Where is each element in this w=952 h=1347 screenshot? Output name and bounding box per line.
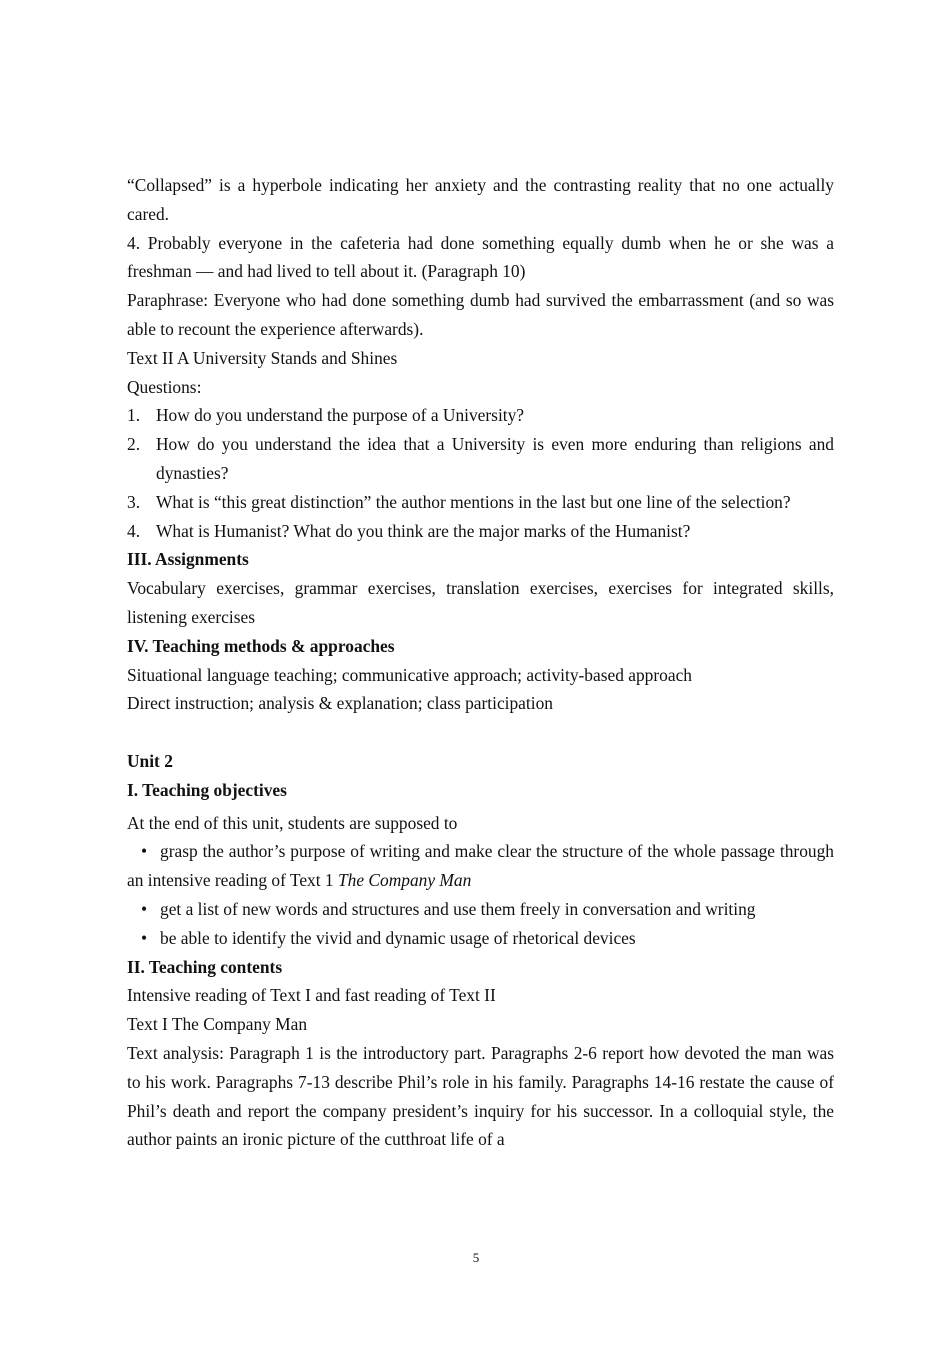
contents-line-1: Intensive reading of Text I and fast reading of Text II bbox=[127, 985, 496, 1006]
question-text: What is Humanist? What do you think are the major marks of the Humanist? bbox=[156, 520, 691, 541]
questions-label: Questions: bbox=[127, 376, 202, 397]
question-number: 3. bbox=[127, 491, 141, 512]
section-spacer bbox=[127, 718, 834, 747]
question-number: 4. bbox=[127, 520, 141, 541]
bullet-icon: • bbox=[141, 841, 148, 862]
objectives-intro: At the end of this unit, students are supposed to bbox=[127, 812, 458, 833]
methods-heading: IV. Teaching methods & approaches bbox=[127, 635, 395, 656]
objective-text: grasp the author’s purpose of writing and make clear the structure of the whole passage through an intensive reading of Text 1 bbox=[127, 841, 834, 891]
text2-title: Text II A University Stands and Shines bbox=[127, 347, 398, 368]
methods-line-2: Direct instruction; analysis & explanation; class participation bbox=[127, 693, 553, 714]
contents-line-2: Text I The Company Man bbox=[127, 1014, 308, 1035]
question-item bbox=[127, 488, 834, 517]
document-page bbox=[127, 171, 834, 1154]
text-analysis: Text analysis: Paragraph 1 is the introductory part. Paragraphs 2-6 report how devoted the man was to his work. Paragraphs 7-13 describe Phil’s role in his family. Paragraphs 14-16 restate the cause of Phil’s death and report the company president’s inquiry for his successor. In a colloquial style, the author paints an ironic picture of the cutthroat life of a bbox=[127, 1042, 834, 1150]
objective-text: get a list of new words and structures and use them freely in conversation and writing bbox=[160, 898, 756, 919]
objective-book-title: The Company Man bbox=[337, 870, 472, 891]
unit-title: Unit 2 bbox=[127, 750, 173, 771]
assignments-text: Vocabulary exercises, grammar exercises, translation exercises, exercises for integrated skills, listening exercises bbox=[127, 578, 834, 627]
question-text: How do you understand the idea that a University is even more enduring than religions and dynasties? bbox=[156, 434, 834, 483]
paragraph-paraphrase: Paraphrase: Everyone who had done something dumb had survived the embarrassment (and so was able to recount the experience afterwards). bbox=[127, 290, 834, 339]
questions-list bbox=[127, 401, 834, 545]
contents-heading: II. Teaching contents bbox=[127, 956, 283, 977]
page-number: 5 bbox=[472, 1250, 480, 1265]
bullet-icon: • bbox=[141, 898, 148, 919]
question-text: What is “this great distinction” the author mentions in the last but one line of the selection? bbox=[156, 491, 791, 512]
paragraph-collapsed: “Collapsed” is a hyperbole indicating her anxiety and the contrasting reality that no one actually cared. bbox=[127, 175, 834, 224]
question-item bbox=[127, 517, 834, 546]
assignments-heading: III. Assignments bbox=[127, 549, 249, 570]
methods-line-1: Situational language teaching; communicative approach; activity-based approach bbox=[127, 664, 692, 685]
question-item bbox=[127, 401, 834, 430]
objective-item bbox=[127, 895, 834, 924]
objective-item bbox=[127, 837, 834, 895]
question-item bbox=[127, 430, 834, 488]
bullet-icon: • bbox=[141, 927, 148, 948]
question-number: 1. bbox=[127, 405, 141, 426]
question-text: How do you understand the purpose of a University? bbox=[156, 405, 525, 426]
objective-item bbox=[127, 924, 834, 953]
objectives-heading: I. Teaching objectives bbox=[127, 779, 287, 800]
question-number: 2. bbox=[127, 434, 141, 455]
objectives-list bbox=[127, 837, 834, 952]
objective-text: be able to identify the vivid and dynamic usage of rhetorical devices bbox=[160, 927, 636, 948]
paragraph-item-4: 4. Probably everyone in the cafeteria had done something equally dumb when he or she was a freshman — and had lived to tell about it. (Paragraph 10) bbox=[127, 232, 834, 282]
